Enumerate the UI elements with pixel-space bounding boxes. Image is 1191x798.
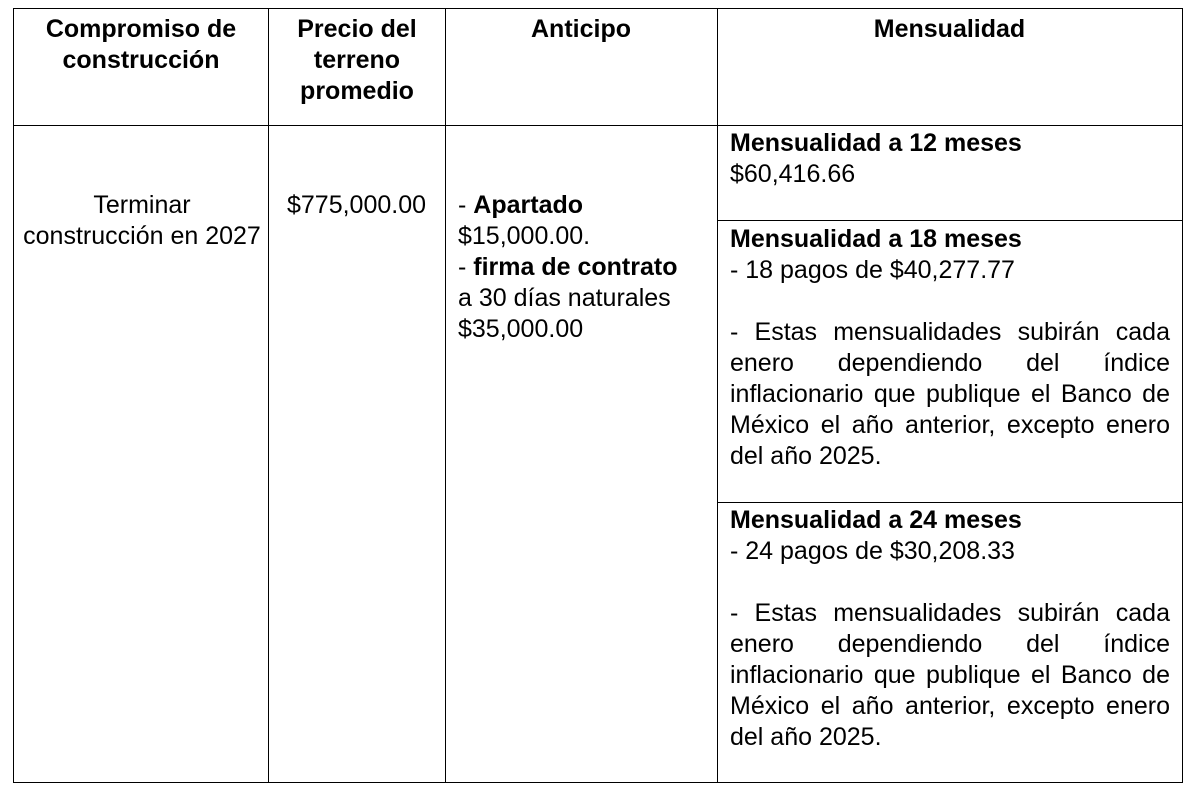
apartado-prefix: - — [458, 191, 474, 219]
mensualidad-amount: $60,416.66 — [730, 160, 856, 188]
mensualidad-title: Mensualidad a 18 meses — [730, 225, 1022, 253]
spacer — [730, 567, 1170, 598]
mensualidad-18-cell — [730, 224, 1170, 472]
mensualidad-amount: - 24 pagos de $30,208.33 — [730, 537, 1015, 565]
firma-amount: $35,000.00 — [458, 315, 584, 343]
apartado-amount: $15,000.00. — [458, 222, 591, 250]
header-divider — [14, 125, 1182, 126]
mensualidad-note: - Estas mensualidades subirán cada enero dependiendo del índice inflacionario que publique el Banco de México el año anterior, excepto enero del año 2025. — [730, 599, 1170, 751]
mensualidad-amount: - 18 pagos de $40,277.77 — [730, 256, 1015, 284]
anticipo-cell — [458, 190, 710, 345]
row-divider — [717, 502, 1182, 503]
firma-line — [458, 252, 710, 283]
mensualidad-24-cell — [730, 505, 1170, 753]
header-mensualidad: Mensualidad — [873, 15, 1026, 43]
header-anticipo: Anticipo — [531, 15, 631, 43]
mensualidad-12-cell — [730, 128, 1170, 190]
apartado-line — [458, 190, 710, 221]
compromiso-cell: Terminar construcción en 2027 — [23, 191, 261, 250]
firma-prefix: - — [458, 253, 474, 281]
row-divider — [717, 220, 1182, 221]
precio-cell: $775,000.00 — [286, 191, 427, 219]
apartado-label: Apartado — [473, 191, 584, 219]
mensualidad-title: Mensualidad a 12 meses — [730, 129, 1022, 157]
spacer — [730, 286, 1170, 317]
mensualidad-note: - Estas mensualidades subirán cada enero dependiendo del índice inflacionario que publique el Banco de México el año anterior, excepto enero del año 2025. — [730, 318, 1170, 470]
payment-plan-table — [13, 8, 1183, 783]
header-compromiso: Compromiso de construcción — [45, 15, 237, 74]
header-precio: Precio del terreno promedio — [297, 15, 417, 105]
mensualidad-title: Mensualidad a 24 meses — [730, 506, 1022, 534]
firma-detail: a 30 días naturales — [458, 284, 671, 312]
firma-label: firma de contrato — [473, 253, 678, 281]
